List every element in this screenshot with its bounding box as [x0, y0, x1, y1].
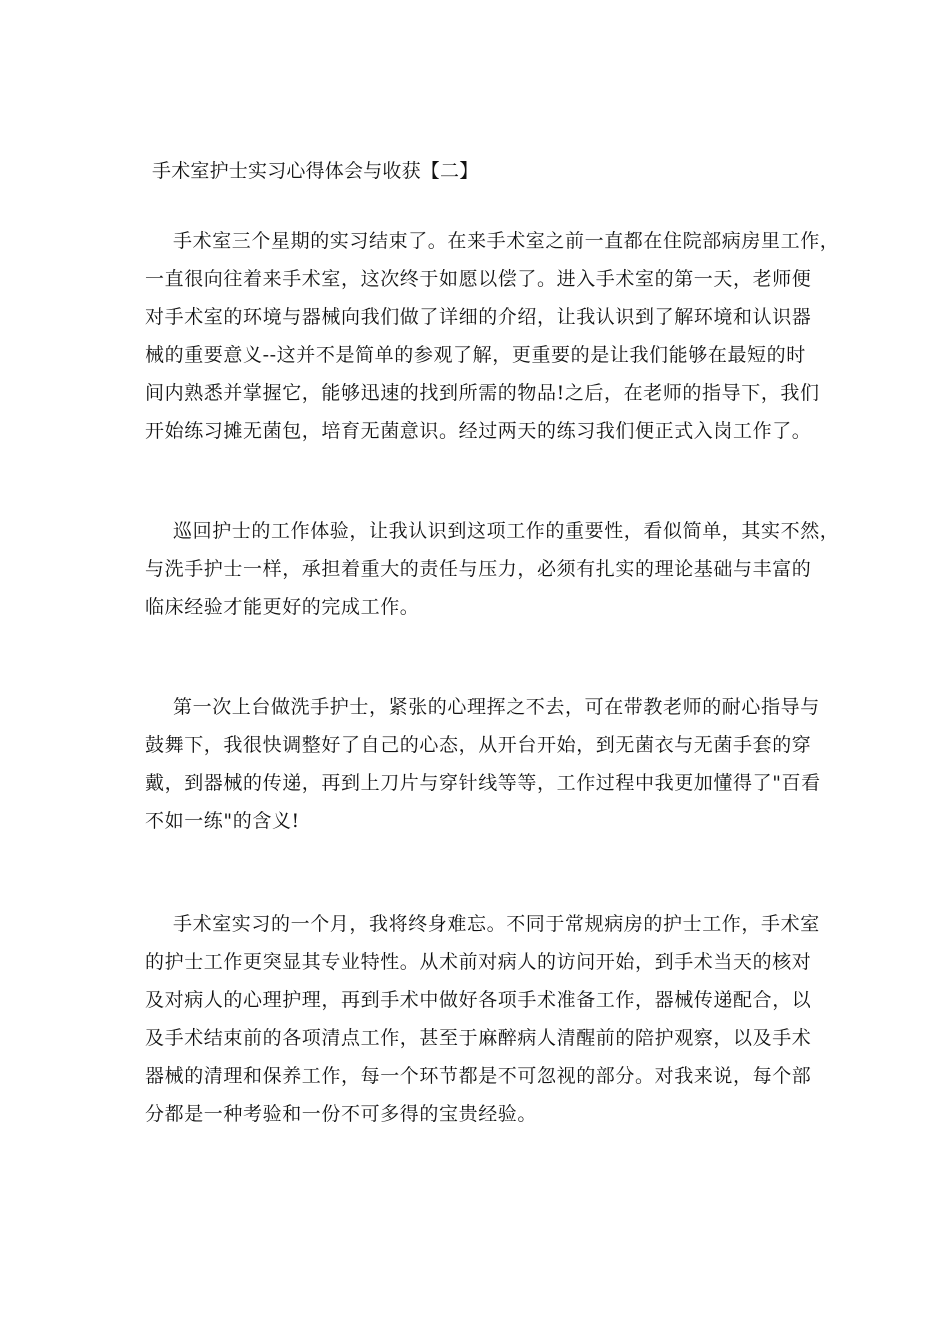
paragraph-line: 对手术室的环境与器械向我们做了详细的介绍，让我认识到了解环境和认识器: [145, 306, 812, 328]
paragraph-line: 分都是一种考验和一份不可多得的宝贵经验。: [145, 1103, 538, 1125]
paragraph-line: 第一次上台做洗手护士，紧张的心理挥之不去，可在带教老师的耐心指导与: [173, 696, 820, 718]
paragraph-line: 鼓舞下，我很快调整好了自己的心态，从开台开始，到无菌衣与无菌手套的穿: [145, 734, 812, 756]
paragraph-line: 及手术结束前的各项清点工作，甚至于麻醉病人清醒前的陪护观察，以及手术: [145, 1027, 812, 1049]
paragraph-3: [145, 688, 825, 840]
paragraph-line: 的护士工作更突显其专业特性。从术前对病人的访问开始，到手术当天的核对: [145, 951, 812, 973]
paragraph-line: 戴，到器械的传递，再到上刀片与穿针线等等，工作过程中我更加懂得了"百看: [145, 772, 821, 794]
paragraph-line: 械的重要意义--这并不是简单的参观了解，更重要的是让我们能够在最短的时: [145, 344, 806, 366]
paragraph-line: 不如一练"的含义!: [145, 810, 300, 832]
paragraph-4: [145, 905, 825, 1133]
paragraph-line: 开始练习摊无菌包，培育无菌意识。经过两天的练习我们便正式入岗工作了。: [145, 420, 812, 442]
paragraph-1: [145, 222, 840, 450]
paragraph-line: 与洗手护士一样，承担着重大的责任与压力，必须有扎实的理论基础与丰富的: [145, 558, 812, 580]
paragraph-line: 器械的清理和保养工作，每一个环节都是不可忽视的部分。对我来说，每个部: [145, 1065, 812, 1087]
paragraph-line: 临床经验才能更好的完成工作。: [145, 596, 420, 618]
paragraph-line: 手术室实习的一个月，我将终身难忘。不同于常规病房的护士工作，手术室: [173, 913, 820, 935]
paragraph-line: 巡回护士的工作体验，让我认识到这项工作的重要性，看似简单，其实不然，: [173, 520, 840, 542]
paragraph-line: 及对病人的心理护理，再到手术中做好各项手术准备工作，器械传递配合，以: [145, 989, 812, 1011]
paragraph-2: [145, 512, 840, 626]
paragraph-line: 手术室三个星期的实习结束了。在来手术室之前一直都在住院部病房里工作，: [173, 230, 840, 252]
paragraph-line: 一直很向往着来手术室，这次终于如愿以偿了。进入手术室的第一天，老师便: [145, 268, 812, 290]
paragraph-line: 间内熟悉并掌握它，能够迅速的找到所需的物品!之后，在老师的指导下，我们: [145, 382, 820, 404]
document-title: 手术室护士实习心得体会与收获【二】: [152, 160, 479, 182]
